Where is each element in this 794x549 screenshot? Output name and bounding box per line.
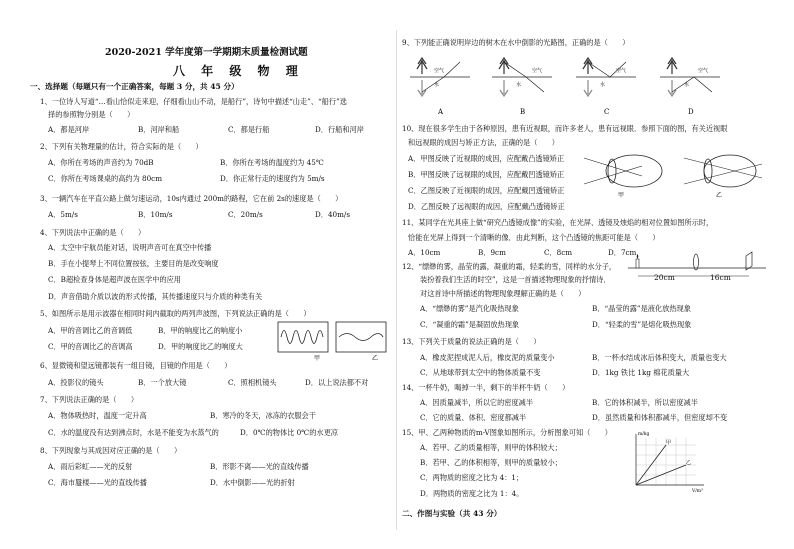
q4-stem: 4、下列说法中正确的是（ ） — [40, 228, 146, 237]
q6-stem: 6、显微镜和望远镜都装有一组目镜，目镜的作用是（ ） — [40, 361, 232, 370]
column-divider — [396, 30, 397, 530]
tree-reflection-icon — [584, 80, 592, 96]
q1-option-b[interactable]: B．河岸和船 — [138, 125, 180, 134]
q6-option-b[interactable]: B．一个放大镜 — [138, 378, 187, 387]
q9-light-path-figures — [410, 52, 730, 117]
q1-option-c[interactable]: C．都是行船 — [228, 125, 270, 134]
q12-stem-line3: 对这首诗中所描述的物理现象理解正确的是（ ） — [420, 289, 586, 298]
q1-option-d[interactable]: D．行船和河岸 — [315, 125, 364, 134]
q11-optical-bench-figure — [628, 256, 768, 286]
q11-option-a[interactable]: A．10cm — [408, 248, 441, 257]
q9-label-b: B — [520, 108, 526, 116]
q2-option-d[interactable]: D．你正常行走的速度约为 5m/s — [220, 174, 325, 183]
q12-option-b[interactable]: B．“晶莹的露”是液化放热现象 — [592, 304, 691, 313]
candle-icon — [636, 259, 639, 268]
q14-option-c[interactable]: C．它的质量、体积、密度都减半 — [420, 413, 527, 422]
q9-figure-b — [492, 58, 552, 116]
q10-option-a[interactable]: A．甲图反映了近视眼的成因，应配戴凸透镜矫正 — [408, 154, 565, 163]
q11-option-b[interactable]: B．9cm — [478, 248, 506, 257]
q2-stem: 2、下列有关物理量的估计，符合实际的是（ ） — [40, 142, 203, 151]
q6-option-c[interactable]: C．照相机镜头 — [228, 378, 277, 387]
q2-option-a[interactable]: A．你所在考场的声音约为 70dB — [48, 158, 154, 167]
q13-option-b[interactable]: B．一杯水结成冰后体积变大，质量也变大 — [592, 353, 727, 362]
section-1-title: 一、选择题（每题只有一个正确答案，每题 3 分，共 45 分） — [30, 82, 239, 91]
q14-option-b[interactable]: B．它的体积减半，所以密度减半 — [592, 398, 698, 407]
tree-icon — [583, 58, 593, 74]
q15-option-c[interactable]: C．两物质的密度之比为 4：1； — [420, 473, 524, 482]
q7-option-a[interactable]: A．物体吸热时，温度一定升高 — [48, 411, 147, 420]
tree-icon — [499, 58, 509, 74]
q9-figure-c — [576, 58, 636, 116]
q7-option-c[interactable]: C．水的温度没有达到沸点时，水是不能变为水蒸气的 — [48, 428, 219, 437]
q9-label-d: D — [688, 108, 694, 116]
q12-option-d[interactable]: D．“轻柔的雪”是熔化吸热现象 — [592, 320, 692, 329]
q11-stem-line1: 11、某同学在光具座上做“研究凸透镜成像”的实验，在光屏、透镜及烛焰的相对位置如图所示时， — [402, 218, 714, 227]
q13-option-d[interactable]: D．1kg 铁比 1kg 棉花质量大 — [592, 368, 690, 377]
q15-label-jia: 甲 — [666, 440, 672, 446]
q15-mv-graph — [626, 430, 716, 498]
exam-title: 2020-2021 学年度第一学期期末质量检测试题 — [105, 47, 308, 58]
q14-option-a[interactable]: A．因质量减半，所以它的密度减半 — [420, 398, 534, 407]
tree-icon — [417, 58, 427, 74]
tree-reflection-icon — [500, 80, 508, 96]
svg-text:水: 水 — [516, 82, 522, 88]
light-screen — [746, 252, 752, 270]
q15-option-b[interactable]: B．若甲、乙的体积相等，则甲的质量较小； — [420, 458, 562, 467]
q12-stem-line1: 12、“缥缈的雾，晶莹的露，凝重的霜，轻柔的雪，同样的水分子， — [402, 262, 617, 271]
flame-icon — [637, 254, 639, 259]
q3-option-c[interactable]: C．20m/s — [228, 210, 263, 219]
q5-option-c[interactable]: C．甲的音调比乙的音调高 — [48, 342, 133, 351]
q11-option-c[interactable]: C．8cm — [544, 248, 573, 257]
eye-yi — [684, 155, 762, 199]
q10-stem-line2: 和远视眼的成因与矫正方法，正确的是（ ） — [408, 138, 559, 147]
q9-stem: 9、下列能正确说明岸边的树木在水中倒影的光路图，正确的是（ ） — [402, 38, 630, 47]
q3-option-a[interactable]: A．5m/s — [48, 210, 78, 219]
q10-option-d[interactable]: D．乙图反映了远视眼的成因，应配戴凸透镜矫正 — [408, 202, 565, 211]
q15-label-yi: 乙 — [686, 460, 692, 466]
q10-stem-line1: 10、现在很多学生由于各种原因，患有近视眼，而许多老人，患有远视眼．参照下面的图，有关近视眼 — [402, 124, 728, 133]
q3-option-d[interactable]: D．40m/s — [315, 210, 351, 219]
q5-label-yi: 乙 — [372, 355, 379, 362]
q4-option-c[interactable]: C．B超检查身体是超声波在医学中的应用 — [48, 275, 181, 284]
waveform-jia — [281, 331, 323, 344]
section-2-title: 二、作图与实验（共 43 分） — [402, 509, 502, 518]
svg-text:水: 水 — [684, 82, 690, 88]
exam-subject: 八 年 级 物 理 — [173, 64, 304, 78]
q10-label-jia: 甲 — [618, 192, 625, 199]
q15-axis-x-label: V/m³ — [692, 489, 703, 494]
q9-label-c: C — [604, 108, 610, 116]
q13-option-c[interactable]: C．从地球带到太空中的物体质量不变 — [420, 368, 541, 377]
q8-option-d[interactable]: D．水中倒影——光的折射 — [210, 478, 295, 487]
q1-stem-line2: 择的参照物分别是（ ） — [48, 110, 135, 119]
q12-stem-line2: 装扮着我们生活的时空”，这是一首描述物理现象的抒情诗． — [420, 275, 611, 284]
q11-option-d[interactable]: D．7cm — [608, 248, 637, 257]
q3-option-b[interactable]: B．10m/s — [138, 210, 173, 219]
q15-option-a[interactable]: A．若甲、乙的质量相等，则甲的体积较大； — [420, 443, 562, 452]
q15-stem: 15、甲、乙两种物质的m-V图象如图所示，分析图象可知（ ） — [402, 428, 612, 437]
q5-option-a[interactable]: A．甲的音调比乙的音调低 — [48, 326, 133, 335]
q13-stem: 13、下列关于质量的说法正确的是（ ） — [402, 337, 541, 346]
q11-distance-1: 20cm — [654, 273, 675, 282]
q6-option-d[interactable]: D．以上说法都不对 — [305, 378, 369, 387]
waveform-yi — [339, 334, 383, 341]
q5-label-jia: 甲 — [314, 355, 321, 362]
q8-option-a[interactable]: A．雨后彩虹——光的反射 — [48, 462, 133, 471]
tree-reflection-icon — [418, 80, 426, 96]
svg-text:空气: 空气 — [434, 68, 445, 74]
q9-figure-a — [410, 58, 470, 116]
q13-option-a[interactable]: A．橡皮泥捏成泥人后，橡皮泥的质量变小 — [420, 353, 555, 362]
q1-option-a[interactable]: A．都是河岸 — [48, 125, 90, 134]
q7-option-d[interactable]: D．0℃的物体比 0℃的水更凉 — [240, 428, 338, 437]
q7-option-b[interactable]: B．寒冷的冬天，冰冻的衣服会干 — [210, 411, 316, 420]
q6-option-a[interactable]: A．投影仪的镜头 — [48, 378, 104, 387]
q14-option-d[interactable]: D．虽然质量和体积都减半，但密度却不变 — [592, 413, 728, 422]
q8-option-b[interactable]: B．形影不离——光的直线传播 — [210, 462, 309, 471]
q1-stem-line1: 1、一位诗人写道“…看山恰似走来迎，仔细看山山不动，是船行”，诗句中描述“山走”、“船行”选 — [40, 97, 347, 106]
svg-text:空气: 空气 — [616, 68, 627, 74]
svg-text:空气: 空气 — [532, 68, 543, 74]
q5-option-b[interactable]: B．甲的响度比乙的响度小 — [158, 326, 243, 335]
q11-stem-line2: 恰能在光屏上得到一个清晰的像．由此判断，这个凸透镜的焦距可能是（ ） — [408, 233, 660, 242]
tree-icon — [667, 58, 677, 74]
q8-option-c[interactable]: C．海市蜃楼——光的直线传播 — [48, 478, 147, 487]
q15-axis-y-label: m/kg — [638, 432, 650, 437]
eye-jia — [584, 155, 662, 199]
svg-text:水: 水 — [600, 82, 606, 88]
q4-option-b[interactable]: B．手在小提琴上不同位置按弦，主要目的是改变响度 — [48, 259, 219, 268]
q5-option-d[interactable]: D．甲的响度比乙的响度大 — [158, 342, 243, 351]
q12-option-a[interactable]: A．“缥缈的雾”是汽化吸热现象 — [420, 304, 519, 313]
svg-text:空气: 空气 — [698, 68, 709, 74]
q2-option-c[interactable]: C．你所在考场课桌的高约为 80cm — [48, 174, 163, 183]
q10-option-c[interactable]: C．乙图反映了近视眼的成因，应配戴凹透镜矫正 — [408, 186, 565, 195]
q10-option-b[interactable]: B．甲图反映了远视眼的成因，应配戴凹透镜矫正 — [408, 170, 565, 179]
q9-label-a: A — [438, 108, 444, 116]
q10-label-yi: 乙 — [716, 192, 723, 199]
q5-stem: 5、如图所示是用示波器在相同时间内截取的两列声波图，下列说法正确的是（ ） — [40, 309, 311, 318]
q15-option-d[interactable]: D．两物质的密度之比为 1：4。 — [420, 489, 524, 498]
q12-option-c[interactable]: C．“凝重的霜”是凝固放热现象 — [420, 320, 520, 329]
q5-waveform-figure — [278, 322, 388, 362]
q8-stem: 8、下列现象与其成因对应正确的是（ ） — [40, 446, 182, 455]
q9-figure-d — [660, 58, 720, 116]
q11-distance-2: 16cm — [710, 273, 731, 282]
q4-option-d[interactable]: D．声音借助介质以波的形式传播，其传播速度只与介质的种类有关 — [48, 292, 263, 301]
q10-eye-figure — [582, 150, 772, 200]
q14-stem: 14、一杯牛奶，喝掉一半，剩下的半杯牛奶（ ） — [402, 383, 570, 392]
q4-option-a[interactable]: A．太空中宇航员能对话，说明声音可在真空中传播 — [48, 243, 212, 252]
oscilloscope-yi-frame — [336, 322, 386, 352]
oscilloscope-jia-frame — [278, 322, 328, 352]
q7-stem: 7、下列说法正确的是（ ） — [40, 395, 139, 404]
tree-reflection-icon — [668, 80, 676, 96]
q3-stem: 3、一辆汽车在平直公路上做匀速运动，10s内通过 200m的路程，它在前 2s的速度是（ ） — [40, 194, 343, 203]
q2-option-b[interactable]: B．你所在考场的温度约为 45℃ — [220, 158, 324, 167]
svg-text:水: 水 — [434, 82, 440, 88]
